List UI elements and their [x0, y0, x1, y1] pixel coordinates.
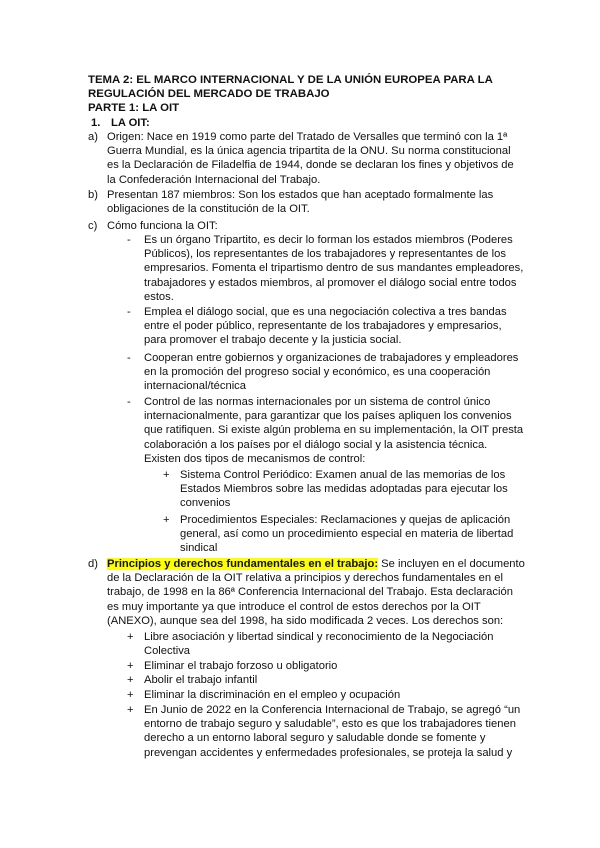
plus-marker: +: [127, 631, 134, 643]
item-a-text: Origen: Nace en 1919 como parte del Tratado de Versalles que terminó con la 1ª Guerra Mundial, es la única agencia tripartita de la ONU. Su norma constitucional es la Declaración de Filadelfia de 1944, donde se declaran los fines y objetivos de la Confederación Internacional del Trabajo.: [107, 131, 514, 186]
c-bullet-2-text: Emplea el diálogo social, que es una negociación colectiva a tres bandas entre el poder público, representante de los trabajadores y empresarios, para promover el trabajo decente y la justicia social.: [144, 306, 507, 347]
c-bullet-4-text: Control de las normas internacionales por un sistema de control único internacionalmente, para garantizar que los países apliquen los convenios que ratifiquen. Si existe algún problema en su implementación, la OIT presta colaboración a los países por el diálogo social y la asistencia técnica. Existen dos tipos de mecanismos de control:: [144, 396, 524, 465]
section-number: 1.: [91, 117, 101, 129]
plus-marker: +: [163, 469, 170, 481]
plus-marker: +: [163, 514, 170, 526]
list-marker-b: b): [88, 189, 98, 201]
list-marker-c: c): [88, 220, 98, 232]
c-bullet-3-text: Cooperan entre gobiernos y organizaciones de trabajadores y empleadores en la promoción del progreso social y económico, es una cooperación internacional/técnica: [144, 352, 519, 393]
list-marker-a: a): [88, 131, 98, 143]
dash-marker: -: [127, 396, 131, 408]
dash-marker: -: [127, 306, 131, 318]
highlighted-heading: Principios y derechos fundamentales en el trabajo:: [107, 558, 379, 570]
section-label: LA OIT:: [111, 117, 150, 129]
d-right-5-text: En Junio de 2022 en la Conferencia Internacional de Trabajo, se agregó “un entorno de trabajo seguro y saludable”, esto es que los trabajadores tienen derecho a un entorno laboral seguro y saludable donde se fomente y prevengan accidentes y enfermedades profesionales, se proteja la salud y: [144, 704, 521, 759]
plus-marker: +: [127, 674, 134, 686]
c-bullet-1-text: Es un órgano Tripartito, es decir lo forman los estados miembros (Poderes Públicos), los representantes de los trabajadores y representantes de los empresarios. Fomenta el tripartismo dentro de sus mandantes empleadores, trabajadores y estados miembros, al promover el diálogo social entre todos estos.: [144, 234, 524, 303]
section-heading: [91, 116, 150, 130]
c-subitem-1-text: Sistema Control Periódico: Examen anual de las memorias de los Estados Miembros sobre las medidas adoptadas para ejecutar los convenios: [180, 469, 508, 510]
dash-marker: -: [127, 352, 131, 364]
d-right-3-text: Abolir el trabajo infantil: [144, 674, 258, 686]
item-d-paragraph: [107, 557, 525, 628]
d-right-4-text: Eliminar la discriminación en el empleo y ocupación: [144, 689, 401, 701]
d-right-1-text: Libre asociación y libertad sindical y reconocimiento de la Negociación Colectiva: [144, 631, 494, 658]
plus-marker: +: [127, 704, 134, 716]
list-marker-d: d): [88, 558, 98, 570]
part-heading: PARTE 1: LA OIT: [88, 102, 180, 114]
item-d-text: Se incluyen en el documento de la Declaración de la OIT relativa a principios y derechos fundamentales en el trabajo, de 1998 en la 86ª Conferencia Internacional del Trabajo. Esta declaración es muy importante ya que introduce el control de estos derechos por la OIT (ANEXO), aunque sea del 1998, ha sido modificada 2 veces. Los derechos son:: [107, 558, 525, 627]
plus-marker: +: [127, 660, 134, 672]
item-c-text: Cómo funciona la OIT:: [107, 220, 218, 232]
dash-marker: -: [127, 234, 131, 246]
d-right-2-text: Eliminar el trabajo forzoso u obligatorio: [144, 660, 338, 672]
document-title: TEMA 2: EL MARCO INTERNACIONAL Y DE LA UNIÓN EUROPEA PARA LA REGULACIÓN DEL MERCADO DE TRABAJO: [88, 74, 493, 100]
c-subitem-2-text: Procedimientos Especiales: Reclamaciones y quejas de aplicación general, así como un procedimiento especial en materia de libertad sindical: [180, 514, 514, 555]
plus-marker: +: [127, 689, 134, 701]
item-b-text: Presentan 187 miembros: Son los estados que han aceptado formalmente las obligaciones de la constitución de la OIT.: [107, 189, 494, 216]
